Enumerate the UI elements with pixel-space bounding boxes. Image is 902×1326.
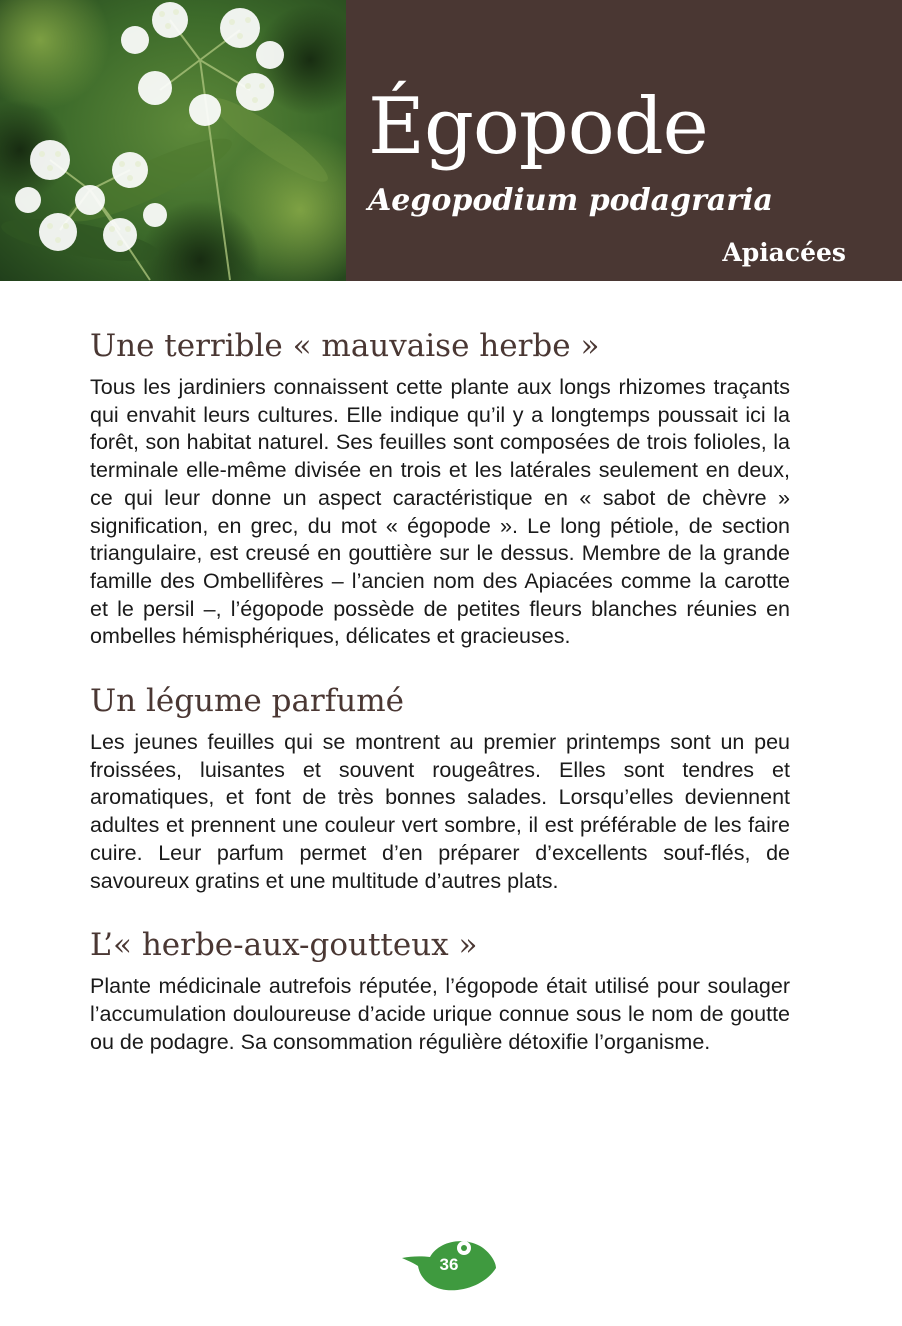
section-body: Les jeunes feuilles qui se montrent au premier printemps sont un peu froissées, luisantes et souvent rougeâtres. Elles sont tendres et aromatiques, et font de très bonnes salades. Lorsqu’elles deviennent adultes et prennent une couleur vert sombre, il est préférable de les faire cuire. Leur parfum permet d’en préparer d’excellents souf-flés, de savoureux gratins et une multitude d’autres plats. bbox=[90, 730, 790, 893]
common-name: Égopode bbox=[368, 82, 708, 172]
section-vegetable bbox=[90, 681, 790, 895]
page-number-badge bbox=[400, 1238, 498, 1292]
plant-family: Apiacées bbox=[722, 238, 846, 267]
section-title: Un légume parfumé bbox=[90, 683, 404, 720]
page-number: 36 bbox=[439, 1255, 459, 1274]
latin-name: Aegopodium podagraria bbox=[368, 183, 773, 218]
section-body: Plante médicinale autrefois réputée, l’égopode était utilisé pour soulager l’accumulation douloureuse d’acide urique connue sous le nom de goutte ou de podagre. Sa consommation régulière détoxifie l’organisme. bbox=[90, 974, 790, 1054]
header bbox=[0, 0, 902, 281]
section-title: Une terrible « mauvaise herbe » bbox=[90, 328, 600, 364]
flower-photo bbox=[0, 0, 346, 281]
section-medicinal bbox=[90, 925, 790, 1056]
section-weed bbox=[90, 326, 790, 651]
title-band bbox=[346, 0, 902, 281]
section-title: L’« herbe-aux-goutteux » bbox=[90, 927, 478, 964]
section-body: Tous les jardiniers connaissent cette plante aux longs rhizomes traçants qui envahit leurs cultures. Elle indique qu’il y a longtemps poussait ici la forêt, son habitat naturel. Ses feuilles sont composées de trois folioles, la terminale elle-même divisée en trois et les latérales seulement en deux, ce qui leur donne un aspect caractéristique en « sabot de chèvre » signification, en grec, du mot « égopode ». Le long pétiole, de section triangulaire, est creusé en gouttière sur le dessus. Membre de la grande famille des Ombellifères – l’ancien nom des Apiacées comme la carotte et le persil –, l’égopode possède de petites fleurs blanches réunies en ombelles hémisphériques, délicates et gracieuses. bbox=[90, 375, 790, 649]
article-content bbox=[90, 326, 790, 1056]
